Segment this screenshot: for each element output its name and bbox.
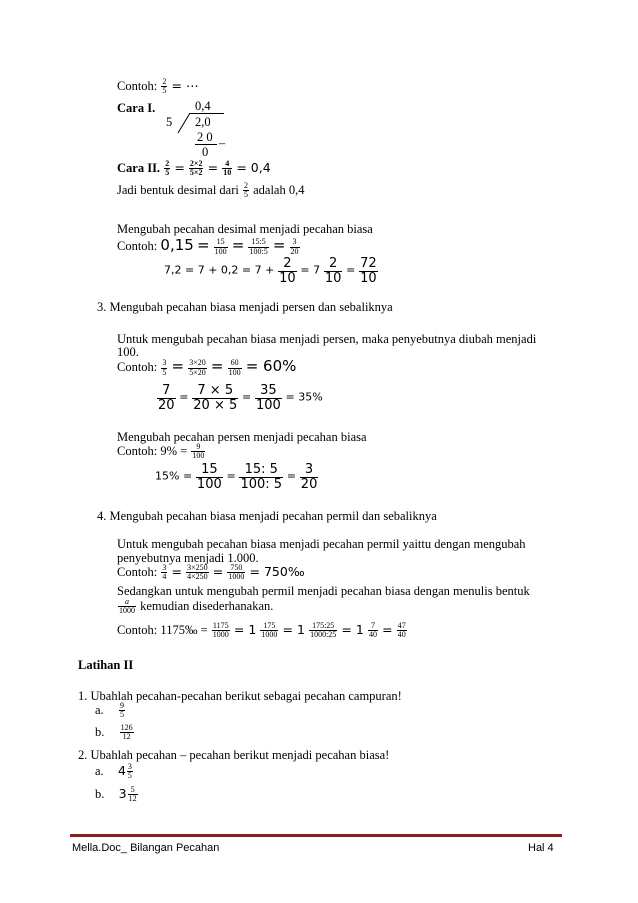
- example-line: 15% = $\frac{15}{100}$ = $\frac{15: 5}{100: 5}$ = $\frac{3}{20}$: [155, 462, 318, 492]
- fraction: $\frac{2}{10}$: [324, 256, 342, 286]
- fraction: $\frac{3\times 20}{5\times 20}$: [189, 358, 206, 377]
- fraction: $\frac{1175}{1000}$: [212, 621, 229, 640]
- paragraph-line: Untuk mengubah pecahan biasa menjadi pecahan permil yaittu dengan mengubah: [117, 537, 526, 551]
- cara-1-label: Cara I.: [117, 101, 156, 115]
- fraction: $\frac{3}{5}$: [162, 358, 167, 377]
- fraction: $\frac{15: 5}{100: 5}$: [240, 462, 283, 492]
- cara-2-line: Cara II. $\frac{2}{5}$ = $\frac{2\times 2}{5\times 2}$ = $\frac{4}{10}$ = 0,4: [117, 159, 271, 178]
- section-heading: 3. Mengubah pecahan biasa menjadi persen dan sebaliknya: [97, 300, 393, 314]
- paragraph-line: Untuk mengubah pecahan biasa menjadi persen, maka penyebutnya diubah menjadi: [117, 332, 537, 346]
- fraction: $\frac{15}{100}$: [214, 237, 227, 256]
- example-line: [117, 78, 199, 96]
- cara-2-label: Cara II.: [117, 160, 161, 175]
- exercise-title: Latihan II: [78, 658, 134, 672]
- fraction: $\frac{7}{20}$: [158, 383, 175, 413]
- fraction: $\frac{2}{10}$: [279, 256, 296, 286]
- example-line: 7,2 = 7 + 0,2 = 7 + $\frac{2}{10}$ = 7 $\frac{2}{10}$ = $\frac{72}{10}$: [164, 256, 377, 286]
- example-line: Contoh: $\frac{3}{5}$ = $\frac{3\times 20}{5\times 20}$ = $\frac{60}{100}$ = 60%: [117, 357, 297, 377]
- fraction: $\frac{2}{5}$: [162, 77, 167, 96]
- ellipsis: = ⋯: [171, 77, 199, 93]
- paragraph-line: Sedangkan untuk mengubah permil menjadi pecahan biasa dengan menulis bentuk: [117, 584, 530, 598]
- division-bar: [190, 113, 224, 114]
- example-line: Contoh: 9% = $\frac{9}{100}$: [117, 442, 205, 461]
- example-line: $\frac{7}{20}$ = $\frac{7 \times 5}{20 \times 5}$ = $\frac{35}{100}$ = 35%: [158, 383, 323, 413]
- fraction: $\frac{60}{100}$: [228, 358, 241, 377]
- fraction: $\frac{2}{5}$: [165, 159, 170, 178]
- conclusion-line: Jadi bentuk desimal dari $\frac{2}{5}$ adalah 0,4: [117, 181, 305, 200]
- fraction: $\frac{175}{1000}$: [261, 621, 278, 640]
- paragraph-line: $\frac{a}{1000}$ kemudian disederhanakan.: [119, 597, 274, 616]
- paragraph-line: penyebutnya menjadi 1.000.: [117, 551, 259, 565]
- example-line: Contoh: $\frac{3}{4}$ = $\frac{3\times 250}{4\times 250}$ = $\frac{750}{1000}$ = 750‰: [117, 563, 305, 582]
- fraction: $\frac{2}{5}$: [243, 181, 248, 200]
- subheading: Mengubah pecahan desimal menjadi pecahan biasa: [117, 222, 373, 236]
- example-line: Contoh: 0,15 = $\frac{15}{100}$ = $\frac{15:5}{100:5}$ = $\frac{3}{20}$: [117, 236, 299, 256]
- fraction: $\frac{3}{4}$: [162, 563, 167, 582]
- division-divisor: 5: [166, 115, 173, 129]
- division-bracket: [176, 112, 192, 134]
- fraction: $\frac{7 \times 5}{20 \times 5}$: [193, 383, 238, 413]
- fraction: $\frac{15}{100}$: [196, 462, 222, 492]
- fraction: $\frac{3}{5}$: [127, 762, 132, 781]
- fraction: $\frac{35}{100}$: [255, 383, 281, 413]
- question: 1. Ubahlah pecahan-pecahan berikut sebagai pecahan campuran!: [78, 689, 402, 703]
- fraction: $\frac{3}{20}$: [290, 237, 299, 256]
- paragraph-line: 100.: [117, 345, 139, 359]
- question-item: a. $\frac{9}{5}$: [95, 701, 124, 720]
- fraction: $\frac{750}{1000}$: [228, 563, 245, 582]
- fraction: $\frac{5}{12}$: [128, 785, 137, 804]
- division-subtrahend: 2 0: [197, 130, 213, 144]
- fraction: $\frac{4}{10}$: [223, 159, 232, 178]
- fraction: $\frac{15:5}{100:5}$: [249, 237, 268, 256]
- question-item: a. 4 $\frac{3}{5}$: [95, 762, 132, 781]
- subheading: Mengubah pecahan persen menjadi pecahan biasa: [117, 430, 367, 444]
- question-item: b. 3 $\frac{5}{12}$: [95, 785, 137, 804]
- fraction: $\frac{175:25}{1000:25}$: [310, 621, 337, 640]
- fraction: $\frac{2\times 2}{5\times 2}$: [189, 159, 203, 178]
- fraction: $\frac{47}{40}$: [397, 621, 406, 640]
- fraction: $\frac{3\times 250}{4\times 250}$: [187, 563, 208, 582]
- fraction: $\frac{7}{40}$: [368, 621, 377, 640]
- section-heading: 4. Mengubah pecahan biasa menjadi pecahan permil dan sebaliknya: [97, 509, 437, 523]
- fraction: $\frac{72}{10}$: [360, 256, 377, 286]
- question: 2. Ubahlah pecahan – pecahan berikut menjadi pecahan biasa!: [78, 748, 390, 762]
- question-item: b. $\frac{126}{12}$: [95, 723, 133, 742]
- fraction: $\frac{a}{1000}$: [119, 597, 135, 616]
- footer-rule: [70, 834, 562, 837]
- example-label: Contoh:: [117, 78, 158, 93]
- fraction: $\frac{9}{5}$: [119, 701, 124, 720]
- division-quotient: 0,4: [195, 99, 211, 113]
- division-dividend: 2,0: [195, 115, 211, 129]
- example-line: Contoh: 1175‰ = $\frac{1175}{1000}$ = 1 $\frac{175}{1000}$ = 1 $\frac{175:25}{1000:25}$ = 1 $\frac{7}{40}$ = $\frac{47}{40}$: [117, 621, 406, 640]
- footer-title: Mella.Doc_ Bilangan Pecahan: [72, 842, 220, 854]
- result: = 0,4: [236, 159, 271, 175]
- page-number: Hal 4: [528, 842, 554, 854]
- division-minus: –: [219, 136, 226, 150]
- fraction: $\frac{3}{20}$: [300, 462, 318, 492]
- fraction: $\frac{9}{100}$: [192, 442, 205, 461]
- fraction: $\frac{126}{12}$: [120, 723, 133, 742]
- division-remainder: 0: [202, 145, 209, 159]
